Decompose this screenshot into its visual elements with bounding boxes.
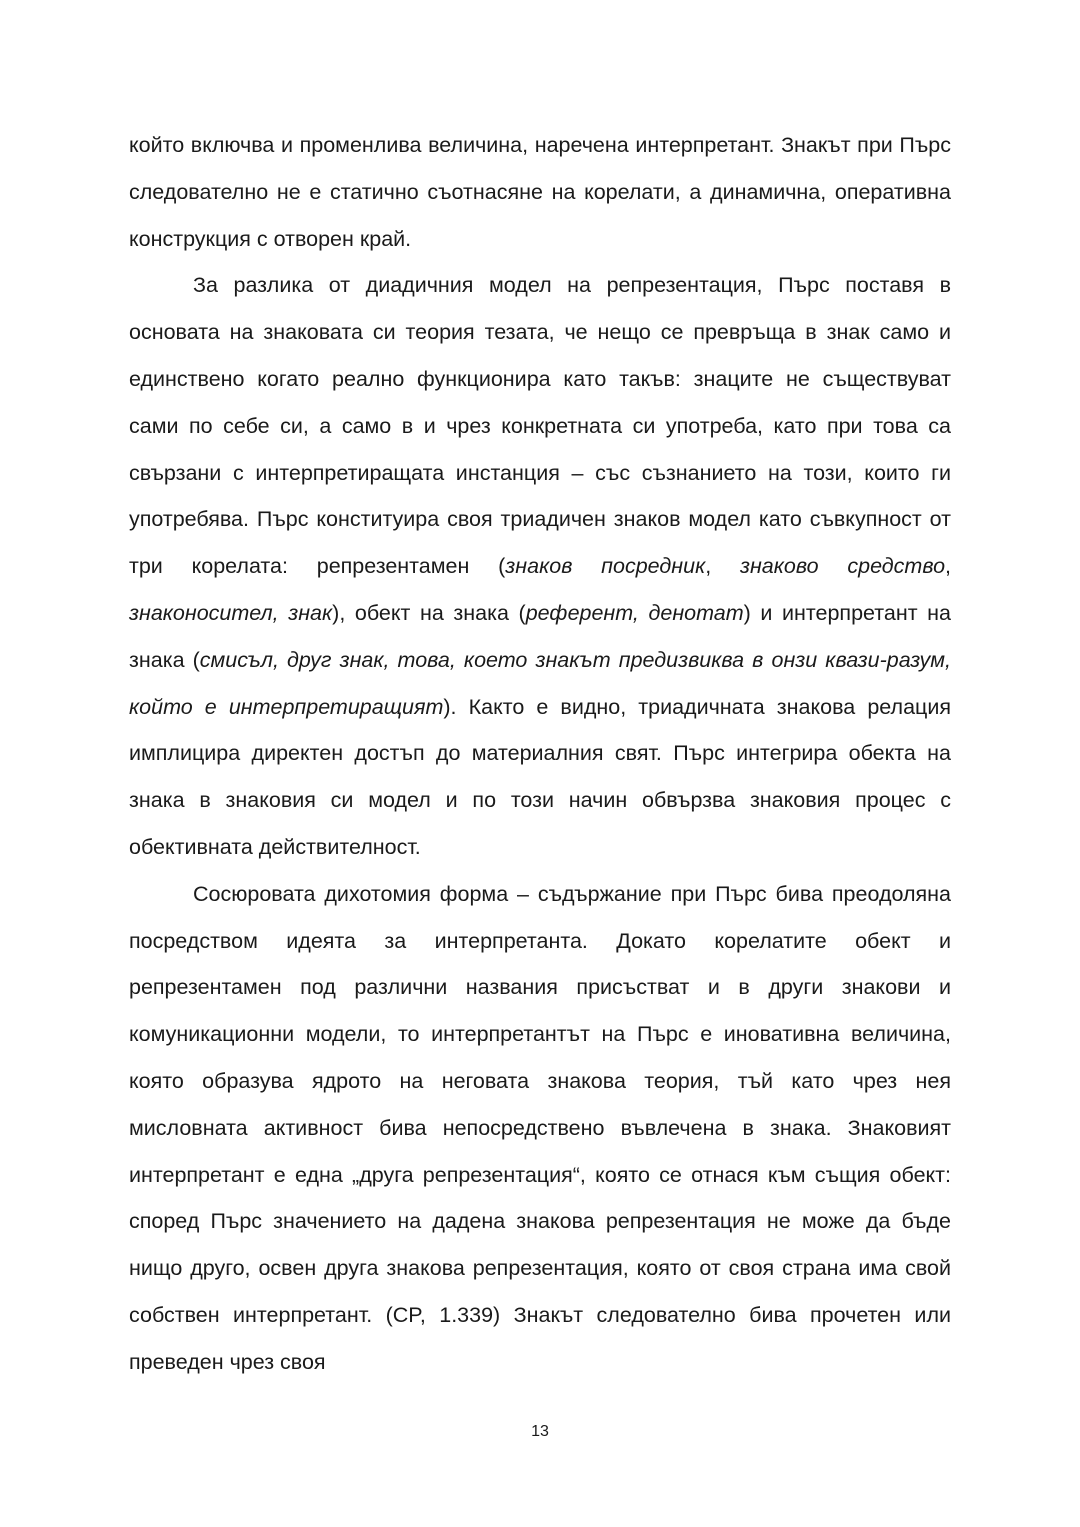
paragraph-3 — [129, 871, 951, 1386]
italic-text-segment: знаконосител, знак — [129, 600, 333, 625]
text-segment: За разлика от диадичния модел на репрезентация, Пърс поставя в основата на знаковата си теория тезата, че нещо се превръща в знак само и единствено когато реално функционира като такъв: знаците не съществуват сами по себе си, а само в и чрез конкретната си употреба, като при това са свързани с интерпретиращата инстанция – със съзнанието на този, които ги употребява. Пърс конституира своя триадичен знаков модел като съвкупност от три корелата: репрезентамен ( — [129, 273, 951, 579]
text-segment: ). Както е видно, триадичната знакова релация имплицира директен достъп до материалния свят. Пърс интегрира обекта на знака в знаковия си модел и по този начин обвързва знаковия процес с обективната действителност. — [129, 694, 951, 859]
italic-text-segment: знаков посредник — [505, 554, 706, 579]
paragraph-2 — [129, 262, 951, 870]
text-segment: ) и интерпретант на знака ( — [129, 600, 951, 672]
italic-text-segment: знаково средство — [739, 554, 946, 579]
text-segment: ), обект на знака ( — [332, 600, 526, 625]
page-body — [129, 122, 951, 1386]
text-segment: който включва и променлива величина, наречена интерпретант. Знакът при Пърс следователно не е статично съотнасяне на корелати, а динамична, оперативна конструкция с отворен край. — [129, 133, 951, 251]
text-segment: Сосюровата дихотомия форма – съдържание при Пърс бива преодоляна посредством идеята за интерпретанта. Докато корелатите обект и репрезентамен под различни названия присъстват и в други знакови и комуникационни модели, то интерпретантът на Пърс е иновативна величина, която образува ядрото на неговата знакова теория, тъй като чрез нея мисловната активност бива непосредствено въвлечена в знака. Знаковият интерпретант е една „друга репрезентация“, която се отнася към същия обект: според Пърс значението на дадена знакова репрезентация не може да бъде нищо друго, освен друга знакова репрезентация, която от своя страна има свой собствен интерпретант. (CP, 1.339) Знакът следователно бива прочетен или преведен чрез своя — [129, 881, 951, 1374]
paragraph-1 — [129, 122, 951, 262]
italic-text-segment: референт, денотат — [525, 600, 744, 625]
page-number: 13 — [531, 1423, 549, 1440]
text-segment: , — [945, 554, 952, 579]
italic-text-segment: смисъл, друг знак, това, което знакът предизвиква в онзи квази-разум, който е интерпретиращият — [129, 647, 951, 719]
text-segment: , — [705, 554, 740, 579]
